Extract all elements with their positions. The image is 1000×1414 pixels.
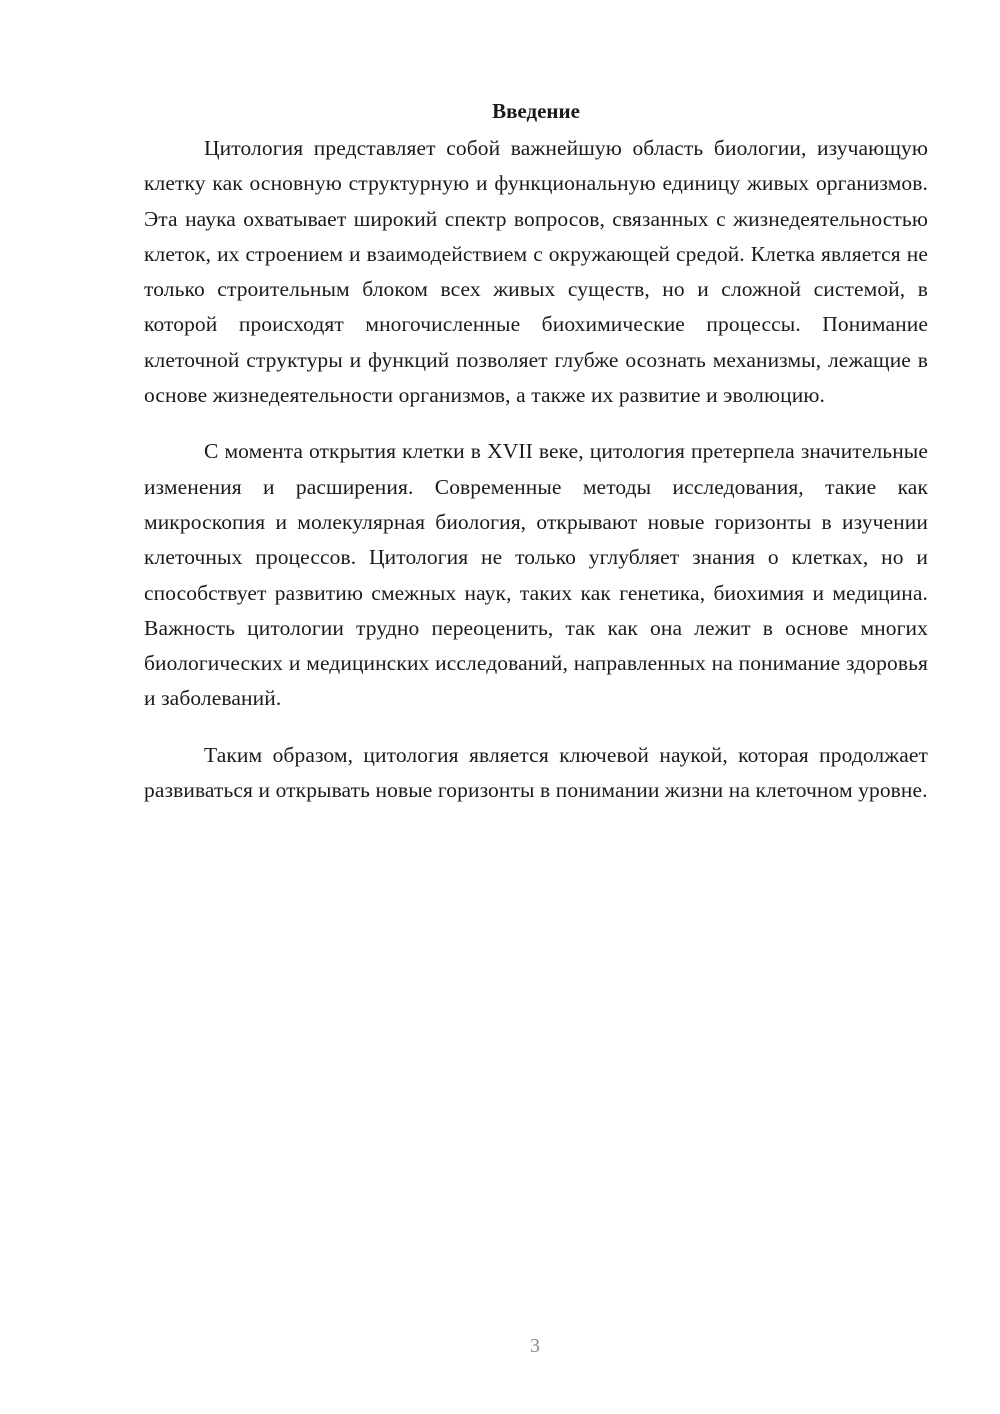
paragraph-3: Таким образом, цитология является ключевой наукой, которая продолжает развиваться и открывать новые горизонты в понимании жизни на клеточном уровне. (144, 742, 928, 803)
page-title: Введение (492, 99, 580, 123)
paragraph-1: Цитология представляет собой важнейшую область биологии, изучающую клетку как основную структурную и функциональную единицу живых организмов. Эта наука охватывает широкий спектр вопросов, связанных с жизнедеятельностью клеток, их строением и взаимодействием с окружающей средой. Клетка является не только строительным блоком всех живых существ, но и сложной системой, в которой происходят многочисленные биохимические процессы. Понимание клеточной структуры и функций позволяет глубже осознать механизмы, лежащие в основе жизнедеятельности организмов, а также их развитие и эволюцию. (144, 136, 928, 408)
page-content (144, 96, 928, 829)
paragraph-2: С момента открытия клетки в XVII веке, цитология претерпела значительные изменения и расширения. Современные методы исследования, такие как микроскопия и молекулярная биология, открывают новые горизонты в изучении клеточных процессов. Цитология не только углубляет знания о клетках, но и способствует развитию смежных наук, таких как генетика, биохимия и медицина. Важность цитологии трудно переоценить, так как она лежит в основе многих биологических и медицинских исследований, направленных на понимание здоровья и заболеваний. (144, 439, 928, 711)
page-number: 3 (530, 1335, 540, 1357)
